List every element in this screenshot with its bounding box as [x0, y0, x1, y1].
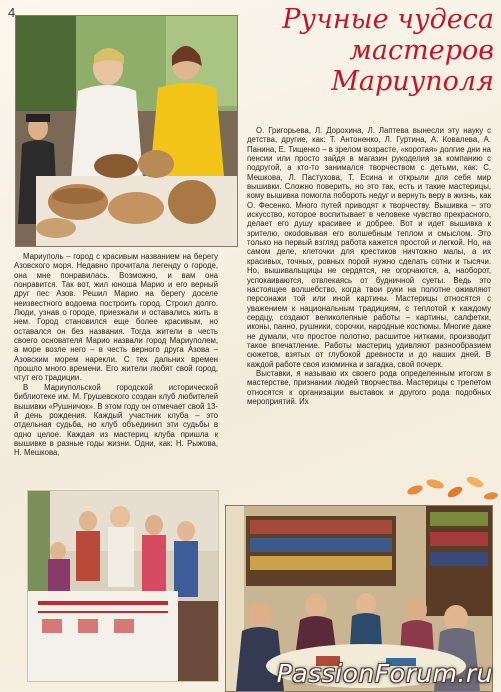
title-line-1: Ручные чудеса	[282, 4, 494, 35]
left-paragraph-2: В Мариупольской городской исторической библиотеке им. М. Грушевского создан клуб любителей вышивки «Рушничок». В этом году он отмечает свой 13-й день рождения. Каждый участник клуба – это отдельная судьба, но клуб объединил эти судьбы в одно целое. Каждая из мастериц клуба пришла к вышивке в разные годы жизни. Одни, как: Н. Рыжова, Н. Мешкова,	[14, 382, 218, 458]
title-line-3: Мариуполя	[331, 66, 494, 97]
left-paragraph-1: Мариуполь – город с красивым названием на берегу Азовского моря. Недавно прочитала легенду о городе, она мне понравилась. Возможно, и вам она понравится. Так вот, жил юноша Марио и его верный друг пес Азов. Решил Марио на берегу доселе неизвестного водоема построить город. Строил долго. Люди, узнав о городе, приезжали и оставались жить в нем. Город становился еще более красивым, но оставался он без названия. Тогда жители в честь своего основателя Марио назвали город Мариуполем, а море возле него – в честь верного друга Азова – Азовским морем нарекли. С тех дальних времен прошло много времени. Его жители любят свой город, чтут его традиции.	[14, 252, 218, 383]
watermark: PassionForum.ru	[276, 659, 493, 688]
photo-children-workshop	[27, 490, 219, 682]
title-line-2: мастеров	[349, 35, 494, 66]
right-text-column	[247, 126, 491, 498]
left-text-column	[14, 252, 218, 488]
article-title	[272, 4, 494, 97]
decorative-leaves	[395, 470, 501, 510]
page-number: 4	[8, 5, 16, 20]
right-paragraph-1: О. Григорьева, Л. Дорохина, Л. Лаптева вынесли эту науку с детства, другие, как: Т. Антоненко, Л. Гуртина, А. Ковалева, А. Панина, Е. Тищенко – в зрелом возрасте, «коротая» долгие дни на пенсии или просто зайдя в магазин рукоделия за компанию с подругой, а кто-то занимался творчеством с детьми, как: С. Мешкова, Л. Пастухова, Т. Есина и открыли для себя мир вышивки. Сложно поверить, но это так, есть и такие мастерицы, кому вышивка помогла побороть недуг и вернуть веру в жизнь, как О. Фесенко. Много путей приводят к творчеству. Вышивка – это искусство, которое воспитывает в человеке чувство прекрасного, делает его душу красивее и добрее. Вот и идет вышивка к зрителю, окоdовывая его волшебным теплом и смыслом. Это только на первый взгляд работа кажется простой и легкой. Но, на самом деле, клеточки для крестиков ничтожно малы, а их красивых, точных, ровных порой нужно сделать сотни и тысячи. Но, вышивальщицы не сердятся, не огорчаются, а, наоборот, успокаиваются, отвлекаясь от будничной суеты. Ведь это настоящее волшебство, когда твои руки на полотне оживляют персонажи той или иной картины. Мастерицы относятся с уважением к национальным традициям, с теплотой к каждому сердцу, создают великолепные работы – картины, салфетки, иконы, панно, рушники, сорочки, народные костюмы. Многие даже не думали, что простое полотно, расшитое нитками, производит такое впечатление. Работы мастериц удивляют разнообразием сюжетов, взятых от глубокой древности и до наших дней. В каждой работе своя изюминка и загадка, свой почерк.	[247, 126, 491, 369]
right-paragraph-2: Выставки, я называю их своего рода определенным итогом в мастерстве, признании людей творчества. Мастерицы с трепетом относятся к организации выставок и другого рода подобных мероприятий. Их	[247, 368, 491, 406]
photo-basket-exhibition	[15, 15, 238, 247]
